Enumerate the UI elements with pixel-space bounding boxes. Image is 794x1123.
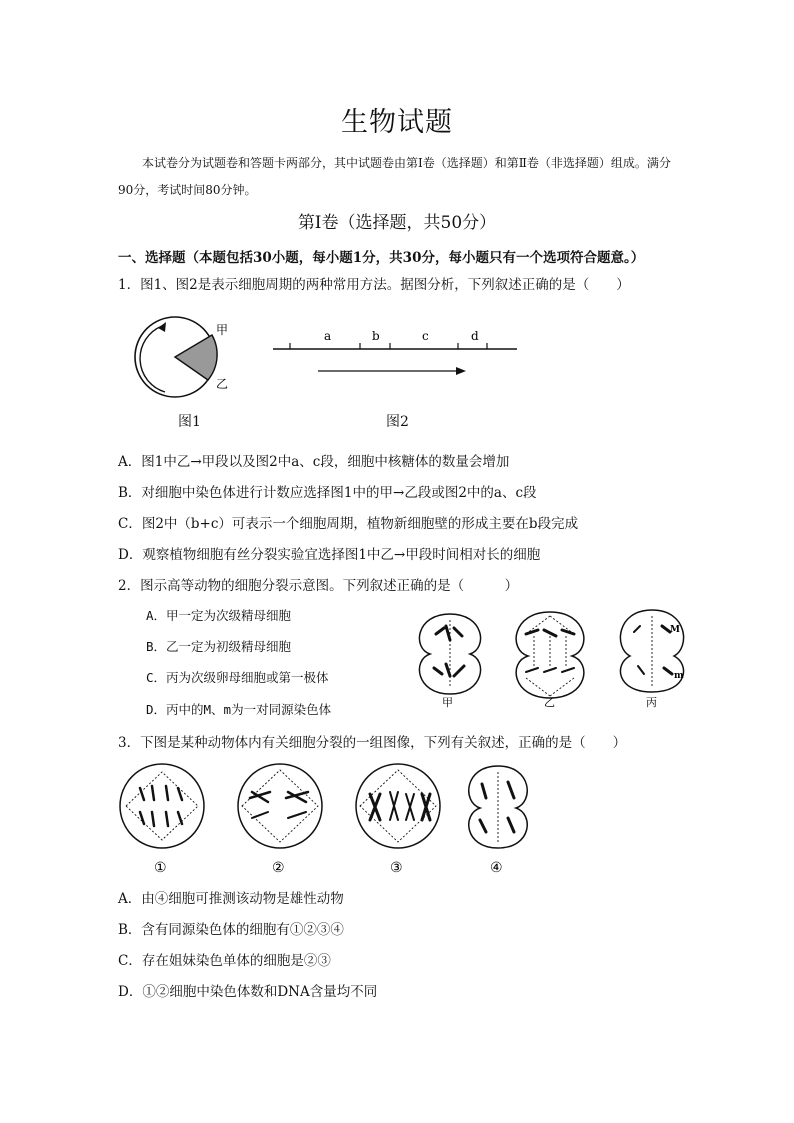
q3-option-d[interactable]: D．①②细胞中染色体数和DNA含量均不同: [118, 984, 378, 1000]
question-1-stem: 1．图1、图2是表示细胞周期的两种常用方法。据图分析，下列叙述正确的是（ ）: [118, 277, 630, 293]
q2-label-bing: 丙: [646, 696, 657, 708]
figure-2-caption: 图2: [386, 414, 409, 430]
fig2-label-c: c: [422, 329, 429, 343]
q3-cell-division-figure: [116, 762, 540, 878]
page-title: 生物试题: [341, 107, 453, 138]
fig2-label-a: a: [324, 329, 332, 343]
q3-option-b[interactable]: B．含有同源染色体的细胞有①②③④: [118, 922, 344, 938]
chrom-label-m: m: [674, 671, 684, 681]
q2-option-b[interactable]: B．乙一定为初级精母细胞: [146, 639, 292, 654]
q1-option-c[interactable]: C．图2中（b+c）可表示一个细胞周期，植物新细胞壁的形成主要在b段完成: [118, 516, 579, 532]
figure-2-timeline: [270, 325, 522, 385]
q1-option-d[interactable]: D．观察植物细胞有丝分裂实验宜选择图1中乙→甲段时间相对长的细胞: [118, 547, 541, 563]
cell-4: [469, 766, 527, 848]
question-3-stem: 3．下图是某种动物体内有关细胞分裂的一组图像，下列有关叙述，正确的是（ ）: [118, 735, 627, 751]
q3-label-4: ④: [490, 860, 503, 876]
timeline-arrowhead: [456, 367, 466, 375]
part-heading: 一、选择题（本题包括30小题，每小题1分，共30分，每小题只有一个选项符合题意。）: [118, 250, 645, 266]
q2-label-jia: 甲: [442, 696, 453, 708]
figure-1-caption: 图1: [178, 414, 201, 430]
intro-paragraph: 本试卷分为试题卷和答题卡两部分，其中试题卷由第Ⅰ卷（选择题）和第Ⅱ卷（非选择题）组成。满分90分，考试时间80分钟。: [118, 156, 671, 197]
q3-option-c[interactable]: C．存在姐妹染色单体的细胞是②③: [118, 953, 331, 969]
q2-cell-division-figure: [408, 606, 690, 708]
q2-option-a[interactable]: A．甲一定为次级精母细胞: [146, 608, 292, 623]
q3-label-2: ②: [272, 860, 285, 876]
section-heading: 第Ⅰ卷（选择题，共50分）: [297, 213, 497, 233]
fig2-label-d: d: [471, 329, 479, 343]
q2-option-d[interactable]: D．丙中的M、m为一对同源染色体: [146, 702, 332, 717]
q2-option-c[interactable]: C．丙为次级卵母细胞或第一极体: [146, 670, 329, 685]
cell-jia: [419, 614, 480, 694]
figure-1-cycle-diagram: [130, 312, 250, 402]
fig1-label-bottom: 乙: [216, 377, 229, 391]
cell-3: [356, 764, 440, 848]
cell-2: [238, 764, 322, 848]
fig2-label-b: b: [372, 329, 380, 343]
q1-option-b[interactable]: B．对细胞中染色体进行计数应选择图1中的甲→乙段或图2中的a、c段: [118, 485, 537, 501]
q3-label-1: ①: [154, 860, 167, 876]
cell-1: [120, 764, 204, 848]
cell-yi: [516, 612, 584, 698]
q2-label-yi: 乙: [544, 696, 555, 708]
q3-option-a[interactable]: A．由④细胞可推测该动物是雄性动物: [118, 891, 344, 907]
q3-label-3: ③: [390, 860, 403, 876]
fig1-label-top: 甲: [216, 323, 229, 337]
cell-bing: [620, 610, 684, 692]
chrom-label-M: M: [670, 625, 680, 635]
cycle-shaded-sector: [175, 335, 217, 380]
question-2-stem: 2．图示高等动物的细胞分裂示意图。下列叙述正确的是（ ）: [118, 578, 519, 594]
q1-option-a[interactable]: A．图1中乙→甲段以及图2中a、c段，细胞中核糖体的数量会增加: [118, 454, 510, 470]
